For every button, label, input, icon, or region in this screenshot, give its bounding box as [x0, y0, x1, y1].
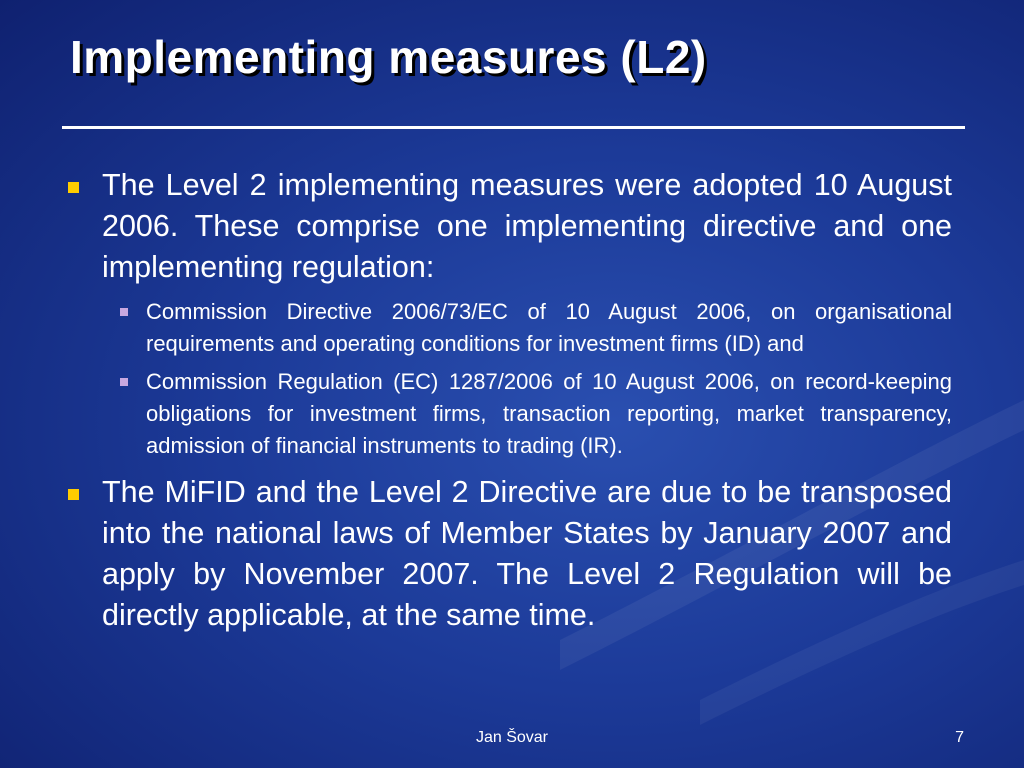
sub-bullet-list [60, 296, 952, 462]
bullet-item [60, 472, 952, 636]
square-bullet-icon [68, 182, 79, 193]
page-number: 7 [955, 729, 964, 746]
sub-bullet-text: Commission Directive 2006/73/EC of 10 August 2006, on organisational requirements and operating conditions for investment firms (ID) and [146, 299, 952, 356]
sub-bullet-item [60, 296, 952, 360]
slide-title: Implementing measures (L2) [70, 31, 707, 83]
bullet-item [60, 165, 952, 288]
slide-content [60, 165, 952, 644]
bullet-text: The Level 2 implementing measures were adopted 10 August 2006. These comprise one implementing directive and one implementing regulation: [102, 168, 952, 284]
square-bullet-icon [120, 378, 128, 386]
square-bullet-icon [68, 489, 79, 500]
bullet-text: The MiFID and the Level 2 Directive are due to be transposed into the national laws of Member States by January 2007 and apply by November 2007. The Level 2 Regulation will be directly applicable, at the same time. [102, 475, 952, 632]
title-divider [62, 126, 965, 129]
sub-bullet-item [60, 366, 952, 462]
footer-author: Jan Šovar [475, 729, 549, 746]
square-bullet-icon [120, 308, 128, 316]
sub-bullet-text: Commission Regulation (EC) 1287/2006 of 10 August 2006, on record-keeping obligations for investment firms, transaction reporting, market transparency, admission of financial instruments to trading (IR). [146, 369, 952, 458]
